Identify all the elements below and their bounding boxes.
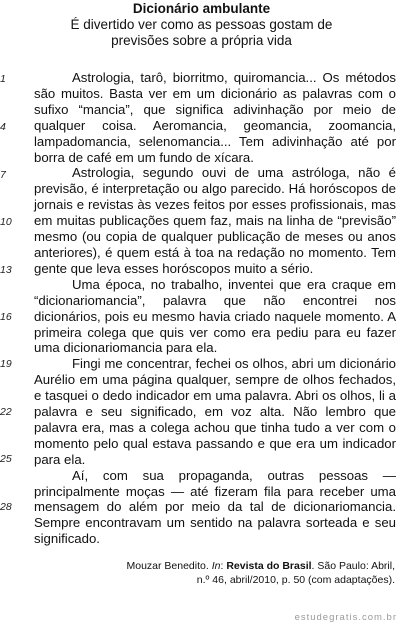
text-title: Dicionário ambulante: [132, 1, 271, 16]
line-number: 16: [0, 311, 12, 323]
paragraph: Astrologia, tarô, biorritmo, quiromancia... Os métodos são muitos. Basta ver em um dicionário as palavras com o sufixo “mancia”, que significa adivinhação por meio de qualquer coisa. Aeromancia, geomancia, zoomancia, lampadomancia, selenomancia... Tem adivinhação até por borra de café em um fundo de xícara.: [34, 70, 396, 165]
source-publication: Revista do Brasil: [226, 560, 312, 572]
paragraph: Astrologia, segundo ouvi de uma astróloga, não é previsão, é interpretação ou algo parecido. Há horóscopos de jornais e revistas às vezes feitos por esses profissionais, mas em muitas publicações quem faz, mais na linha de “previsão” mesmo (ou copia de qualquer publicação de meses ou anos anteriores), é quem está à toa na redação no momento. Tem gente que leva esses horóscopos muito a sério.: [34, 165, 396, 276]
line-number: 10: [0, 216, 12, 228]
source-details-1: . São Paulo: Abril,: [311, 560, 395, 572]
line-number: 1: [0, 73, 6, 85]
line-number: 22: [0, 406, 12, 418]
line-number: 4: [0, 121, 6, 133]
line-number: 13: [0, 264, 12, 276]
text-subtitle-line-1: É divertido ver como as pessoas gostam de: [70, 17, 333, 32]
line-number: 19: [0, 358, 12, 370]
source-author: Mouzar Benedito.: [126, 560, 209, 572]
source-details-2: n.º 46, abril/2010, p. 50 (com adaptações).: [196, 573, 395, 586]
article-body: [34, 70, 396, 547]
source-in-label: In: [211, 560, 221, 572]
paragraph: Aí, com sua propaganda, outras pessoas — principalmente moças — até fizeram fila para receber uma mensagem do além por meio da tal de dicionariomancia. Sempre encontravam um sentido na palavra sorteada e seu significado.: [34, 467, 396, 547]
source-citation: Mouzar Benedito. In: Revista do Brasil. São Paulo: Abril, n.º 46, abril/2010, p. 50 (com adaptações).: [126, 560, 395, 586]
text-subtitle-line-2: previsões sobre a própria vida: [111, 33, 292, 48]
line-number: 25: [0, 453, 12, 465]
text-header: [0, 0, 403, 49]
line-number: 7: [0, 169, 6, 181]
paragraph: Fingi me concentrar, fechei os olhos, abri um dicionário Aurélio em uma página qualquer, sempre de olhos fechados, e tasquei o dedo indicador em uma palavra. Abri os olhos, li a palavra e seu significado, em voz alta. Não lembro que palavra era, mas a colega achou que tinha tudo a ver com o momento pelo qual estava passando e que era um indicador para ela.: [34, 356, 396, 467]
paragraph: Uma época, no trabalho, inventei que era craque em “dicionariomancia”, palavra que não encontrei nos dicionários, pois eu mesmo havia criado naquele momento. A primeira colega que quis ver como era pediu para eu fazer uma dicionariomancia para ela.: [34, 276, 396, 356]
watermark: estudegratis.com.br: [294, 612, 397, 623]
line-number: 28: [0, 501, 12, 513]
